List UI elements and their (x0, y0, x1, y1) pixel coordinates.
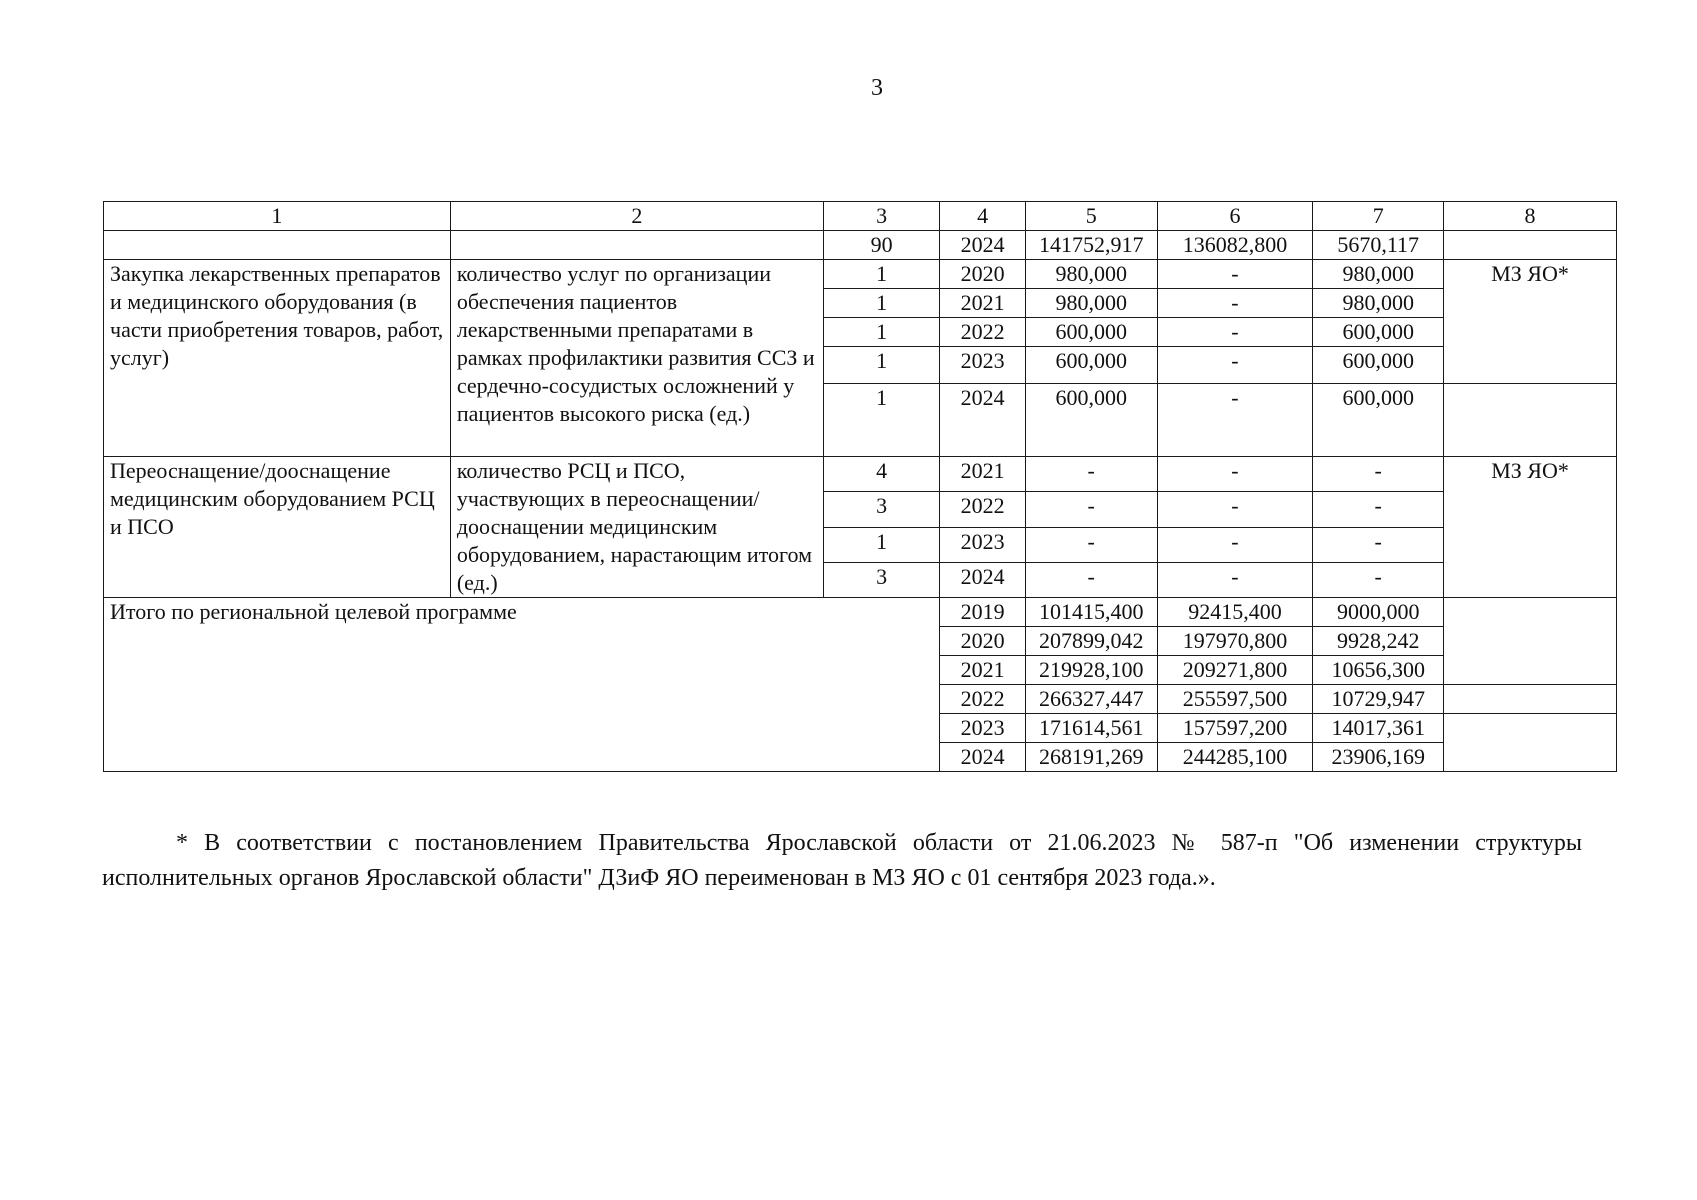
indicator-name: количество услуг по организации обеспечения пациентов лекарственными препаратами в рамках профилактики развития ССЗ и сердечно-сосудистых осложнений у пациентов высокого риска (ед.) (450, 260, 823, 457)
total-label: Итого по региональной целевой программе (104, 598, 940, 772)
cell-year: 2024 (940, 743, 1025, 772)
cell-year: 2021 (940, 289, 1025, 318)
cell-total: - (1025, 492, 1157, 527)
empty-cell (1444, 685, 1617, 714)
cell-federal: - (1157, 260, 1313, 289)
header-cell: 1 (104, 202, 451, 231)
empty-cell (1444, 231, 1617, 260)
cell-regional: - (1313, 457, 1444, 492)
cell-total: 600,000 (1025, 318, 1157, 347)
cell-regional: 5670,117 (1313, 231, 1444, 260)
table-row (104, 231, 1617, 260)
cell-regional: 10729,947 (1313, 685, 1444, 714)
cell-count: 90 (823, 231, 940, 260)
cell-federal: - (1157, 318, 1313, 347)
empty-cell (450, 231, 823, 260)
cell-federal: 136082,800 (1157, 231, 1313, 260)
cell-federal: - (1157, 457, 1313, 492)
cell-year: 2021 (940, 457, 1025, 492)
cell-total: 268191,269 (1025, 743, 1157, 772)
cell-count: 1 (823, 318, 940, 347)
cell-total: - (1025, 457, 1157, 492)
cell-year: 2020 (940, 627, 1025, 656)
header-cell: 2 (450, 202, 823, 231)
cell-year: 2023 (940, 347, 1025, 384)
cell-total: 141752,917 (1025, 231, 1157, 260)
cell-year: 2023 (940, 527, 1025, 562)
executor: МЗ ЯО* (1444, 457, 1617, 598)
cell-count: 1 (823, 289, 940, 318)
cell-total: - (1025, 527, 1157, 562)
cell-count: 3 (823, 562, 940, 597)
activity-name: Переоснащение/дооснащение медицинским оборудованием РСЦ и ПСО (104, 457, 451, 598)
cell-total: 980,000 (1025, 289, 1157, 318)
cell-federal: - (1157, 492, 1313, 527)
header-cell: 7 (1313, 202, 1444, 231)
page-number: 3 (871, 75, 883, 101)
cell-count: 3 (823, 492, 940, 527)
cell-regional: 14017,361 (1313, 714, 1444, 743)
cell-total: 207899,042 (1025, 627, 1157, 656)
cell-year: 2023 (940, 714, 1025, 743)
cell-regional: 600,000 (1313, 384, 1444, 457)
empty-cell (1444, 384, 1617, 457)
cell-federal: 157597,200 (1157, 714, 1313, 743)
cell-federal: 244285,100 (1157, 743, 1313, 772)
cell-total: 101415,400 (1025, 598, 1157, 627)
program-table (103, 201, 1617, 772)
cell-federal: - (1157, 562, 1313, 597)
cell-year: 2019 (940, 598, 1025, 627)
header-cell: 3 (823, 202, 940, 231)
cell-federal: - (1157, 527, 1313, 562)
cell-total: 266327,447 (1025, 685, 1157, 714)
cell-federal: - (1157, 384, 1313, 457)
cell-total: 980,000 (1025, 260, 1157, 289)
footnote: * В соответствии с постановлением Правительства Ярославской области от 21.06.2023 № 587-п "Об изменении структуры исполнительных органов Ярославской области" ДЗиФ ЯО переименован в МЗ ЯО с 01 сентября 2023 года.». (102, 830, 1582, 891)
header-cell: 6 (1157, 202, 1313, 231)
cell-regional: 9928,242 (1313, 627, 1444, 656)
cell-total: 219928,100 (1025, 656, 1157, 685)
empty-cell (1444, 714, 1617, 772)
cell-total: 600,000 (1025, 347, 1157, 384)
cell-total: 171614,561 (1025, 714, 1157, 743)
cell-year: 2022 (940, 492, 1025, 527)
cell-federal: - (1157, 347, 1313, 384)
cell-year: 2024 (940, 562, 1025, 597)
cell-federal: 92415,400 (1157, 598, 1313, 627)
cell-year: 2020 (940, 260, 1025, 289)
cell-federal: 255597,500 (1157, 685, 1313, 714)
cell-regional: - (1313, 527, 1444, 562)
header-row (104, 202, 1617, 231)
header-cell: 5 (1025, 202, 1157, 231)
cell-count: 4 (823, 457, 940, 492)
cell-regional: 980,000 (1313, 289, 1444, 318)
cell-regional: - (1313, 492, 1444, 527)
cell-federal: 209271,800 (1157, 656, 1313, 685)
cell-regional: 10656,300 (1313, 656, 1444, 685)
cell-regional: 23906,169 (1313, 743, 1444, 772)
cell-regional: - (1313, 562, 1444, 597)
cell-count: 1 (823, 527, 940, 562)
executor: МЗ ЯО* (1444, 260, 1617, 384)
header-cell: 8 (1444, 202, 1617, 231)
cell-year: 2024 (940, 231, 1025, 260)
cell-year: 2021 (940, 656, 1025, 685)
cell-total: 600,000 (1025, 384, 1157, 457)
cell-regional: 9000,000 (1313, 598, 1444, 627)
empty-cell (104, 231, 451, 260)
cell-count: 1 (823, 384, 940, 457)
cell-federal: - (1157, 289, 1313, 318)
indicator-name: количество РСЦ и ПСО, участвующих в переоснащении/дооснащении медицинским оборудованием, нарастающим итогом (ед.) (450, 457, 823, 598)
empty-cell (1444, 598, 1617, 685)
cell-year: 2024 (940, 384, 1025, 457)
table-row (104, 457, 1617, 492)
cell-year: 2022 (940, 318, 1025, 347)
cell-count: 1 (823, 260, 940, 289)
cell-regional: 600,000 (1313, 347, 1444, 384)
activity-name: Закупка лекарственных препаратов и медицинского оборудования (в части приобретения товаров, работ, услуг) (104, 260, 451, 457)
header-cell: 4 (940, 202, 1025, 231)
cell-regional: 600,000 (1313, 318, 1444, 347)
cell-year: 2022 (940, 685, 1025, 714)
cell-federal: 197970,800 (1157, 627, 1313, 656)
table-row (104, 598, 1617, 627)
table-row (104, 260, 1617, 289)
cell-count: 1 (823, 347, 940, 384)
cell-regional: 980,000 (1313, 260, 1444, 289)
cell-total: - (1025, 562, 1157, 597)
